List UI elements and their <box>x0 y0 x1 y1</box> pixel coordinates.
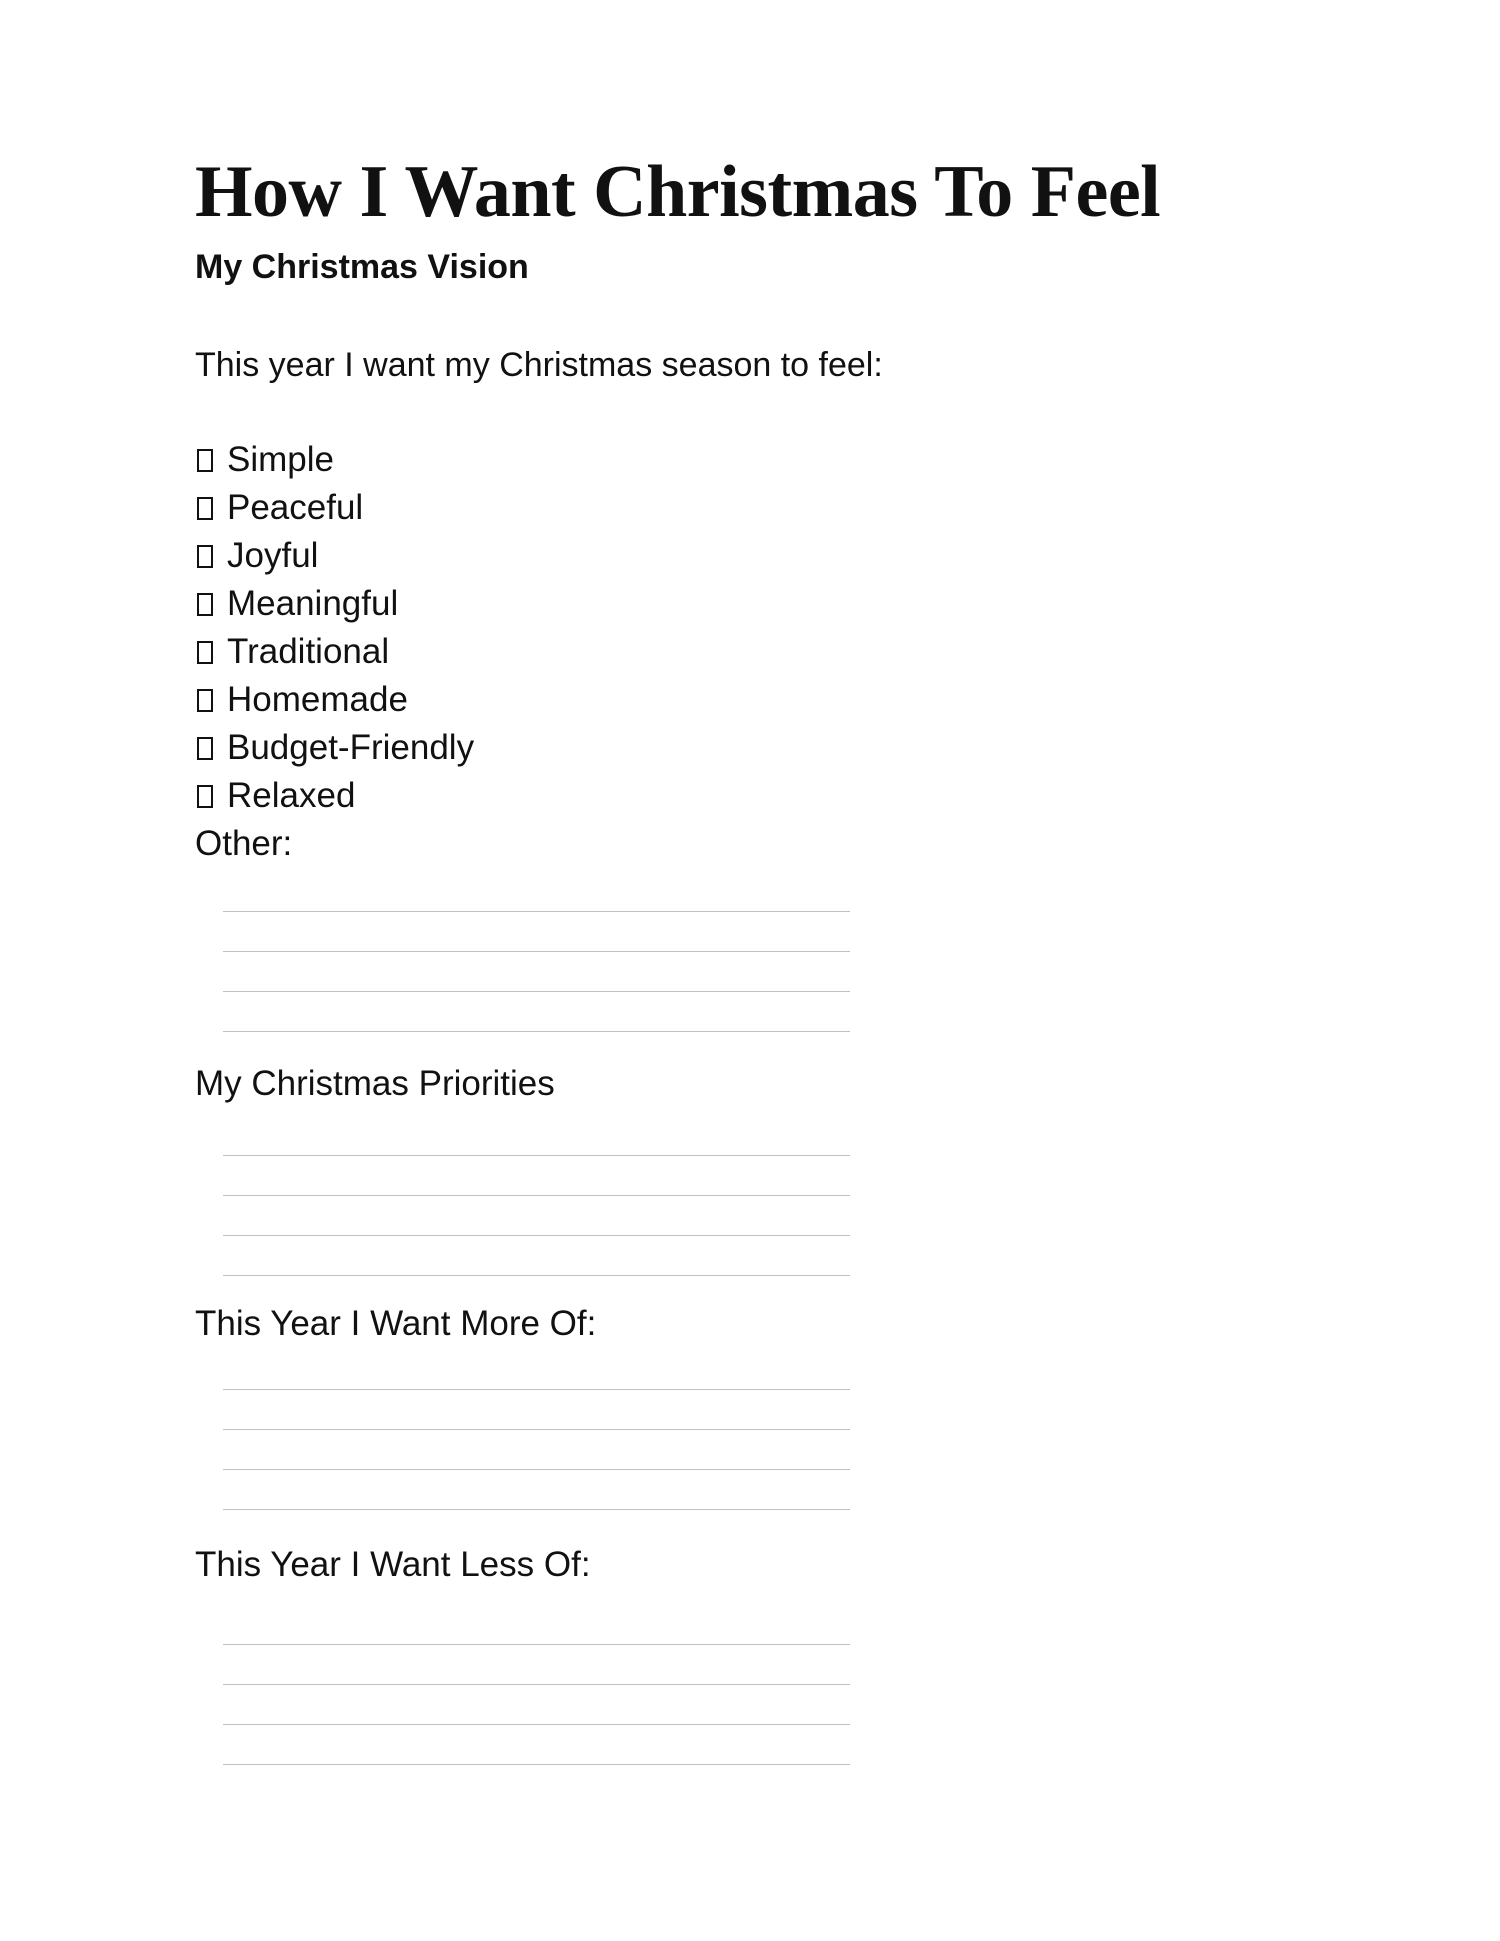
option-label: Simple <box>227 440 334 479</box>
option-label: Peaceful <box>227 488 364 527</box>
option-label: Homemade <box>227 680 408 719</box>
page-title: How I Want Christmas To Feel <box>195 151 1161 233</box>
writing-line[interactable] <box>223 1645 850 1685</box>
writing-line[interactable] <box>223 872 850 912</box>
other-label: Other: <box>195 824 293 863</box>
writing-line[interactable] <box>223 912 850 952</box>
more-of-writing-lines <box>223 1350 850 1510</box>
option-relaxed[interactable] <box>195 772 474 820</box>
checkbox-icon[interactable] <box>197 737 213 760</box>
option-homemade[interactable] <box>195 676 474 724</box>
writing-line[interactable] <box>223 1156 850 1196</box>
option-label: Relaxed <box>227 776 356 815</box>
more-of-heading: This Year I Want More Of: <box>195 1304 597 1343</box>
writing-line[interactable] <box>223 1390 850 1430</box>
option-peaceful[interactable] <box>195 484 474 532</box>
writing-line[interactable] <box>223 1196 850 1236</box>
checkbox-icon[interactable] <box>197 449 213 472</box>
writing-line[interactable] <box>223 952 850 992</box>
option-label: Traditional <box>227 632 390 671</box>
page-subtitle: My Christmas Vision <box>195 248 529 286</box>
checkbox-icon[interactable] <box>197 593 213 616</box>
writing-line[interactable] <box>223 1236 850 1276</box>
checkbox-icon[interactable] <box>197 545 213 568</box>
checkbox-icon[interactable] <box>197 785 213 808</box>
option-budget-friendly[interactable] <box>195 724 474 772</box>
other-writing-lines <box>223 872 850 1032</box>
checkbox-icon[interactable] <box>197 497 213 520</box>
writing-line[interactable] <box>223 1605 850 1645</box>
intro-text: This year I want my Christmas season to feel: <box>195 346 883 384</box>
priorities-heading: My Christmas Priorities <box>195 1064 555 1103</box>
option-simple[interactable] <box>195 436 474 484</box>
writing-line[interactable] <box>223 1725 850 1765</box>
option-label: Budget-Friendly <box>227 728 475 767</box>
less-of-heading: This Year I Want Less Of: <box>195 1545 591 1584</box>
option-joyful[interactable] <box>195 532 474 580</box>
writing-line[interactable] <box>223 1350 850 1390</box>
feeling-options-list <box>195 436 474 820</box>
writing-line[interactable] <box>223 992 850 1032</box>
less-of-writing-lines <box>223 1605 850 1765</box>
option-label: Joyful <box>227 536 319 575</box>
writing-line[interactable] <box>223 1470 850 1510</box>
option-traditional[interactable] <box>195 628 474 676</box>
checkbox-icon[interactable] <box>197 689 213 712</box>
priorities-writing-lines <box>223 1116 850 1276</box>
checkbox-icon[interactable] <box>197 641 213 664</box>
option-meaningful[interactable] <box>195 580 474 628</box>
writing-line[interactable] <box>223 1430 850 1470</box>
writing-line[interactable] <box>223 1685 850 1725</box>
option-label: Meaningful <box>227 584 399 623</box>
writing-line[interactable] <box>223 1116 850 1156</box>
